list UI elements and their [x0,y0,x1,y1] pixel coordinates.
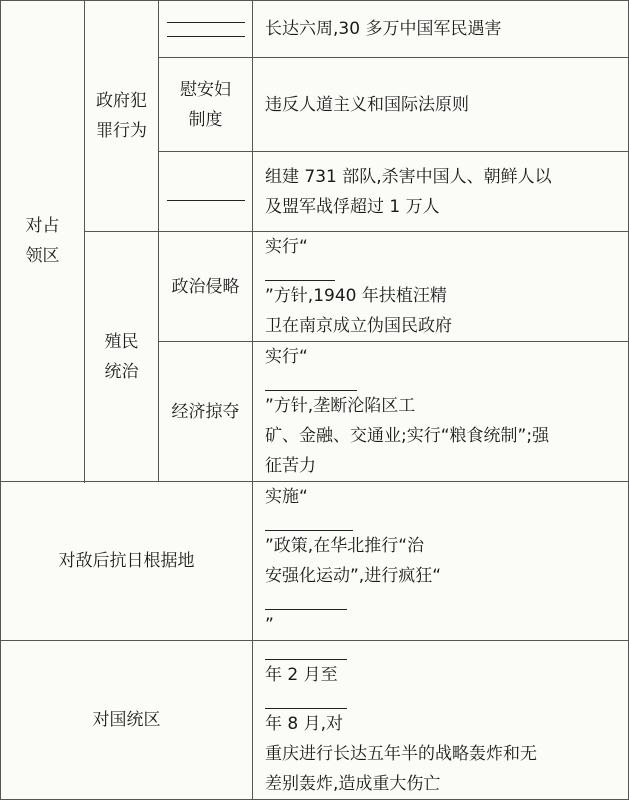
fill-blank-line [265,690,347,709]
government-crimes-label [85,1,159,232]
colonial-rule-label [85,232,159,482]
crime1-text: 长达六周,30 多万中国军民遇害 [265,19,502,39]
kmt-text-end: 年 8 月,对 [265,714,344,734]
kmt-areas-description [253,641,629,800]
fill-blank-line [265,591,347,610]
base-areas-text-end: ”政策,在华北推行“治 [265,536,425,556]
economic-plunder-description [253,342,629,482]
government-crimes-label-line2: 罪行为 [96,121,147,141]
political-aggression-text: 政治侵略 [171,276,240,297]
comfort-women-description [253,58,629,152]
economic-line3: 征苦力 [265,456,316,476]
fill-blank-line [167,36,245,37]
unit731-description [253,152,629,232]
economic-text-end: ”方针,垄断沦陷区工 [265,396,416,416]
political-line1 [265,232,620,311]
occupied-area-label [1,1,85,482]
occupied-area-label-line1: 对占 [25,216,60,236]
base-areas-text: 对敌后抗日根据地 [58,551,195,571]
comfort-women-text: 违反人道主义和国际法原则 [265,94,469,115]
kmt-areas-label [1,641,253,800]
base-areas-line2 [265,561,620,640]
political-text-start: 实行“ [265,237,308,257]
fill-blank-line [167,22,245,23]
comfort-women-label-line2: 制度 [188,109,223,130]
base-areas-line2-start: 安强化运动”,进行疯狂“ [265,566,442,586]
political-aggression-label [159,232,253,342]
colonial-rule-label-line1: 殖民 [104,331,139,352]
fill-blank-line [265,372,357,391]
fill-blank-line [265,262,335,281]
crime1-blank-cell [159,1,253,58]
economic-plunder-text: 经济掠夺 [171,401,240,422]
political-text-end: ”方针,1940 年扶植汪精 [265,286,447,306]
economic-plunder-label [159,342,253,482]
base-areas-text-start: 实施“ [265,487,308,507]
crime3-blank-cell [159,152,253,232]
kmt-text-mid: 年 2 月至 [265,665,338,685]
fill-blank-line [265,512,353,531]
economic-line1 [265,342,620,421]
political-aggression-description [253,232,629,342]
kmt-areas-line3: 差别轰炸,造成重大伤亡 [265,774,441,794]
base-areas-label [1,482,253,641]
economic-line2: 矿、金融、交通业;实行“粮食统制”;强 [265,426,550,446]
government-crimes-label-line1: 政府犯 [96,91,147,111]
colonial-rule-label-line2: 统治 [104,361,139,382]
crime1-description [253,1,629,58]
comfort-women-label [159,58,253,152]
political-line2: 卫在南京成立伪国民政府 [265,316,452,336]
kmt-areas-line1 [265,641,620,739]
base-areas-line1 [265,482,620,561]
base-areas-line2-end: ” [265,615,274,635]
economic-text-start: 实行“ [265,347,308,367]
fill-blank-line [265,641,347,660]
kmt-areas-text: 对国统区 [92,710,161,730]
unit731-text-line2: 及盟军战俘超过 1 万人 [265,196,440,217]
kmt-areas-line2: 重庆进行长达五年半的战略轰炸和无 [265,744,537,764]
fill-blank-line [167,200,245,201]
comfort-women-label-line1: 慰安妇 [180,79,231,100]
occupied-area-label-line2: 领区 [25,246,60,266]
base-areas-description [253,482,629,641]
unit731-text-line1: 组建 731 部队,杀害中国人、朝鲜人以 [265,166,552,187]
